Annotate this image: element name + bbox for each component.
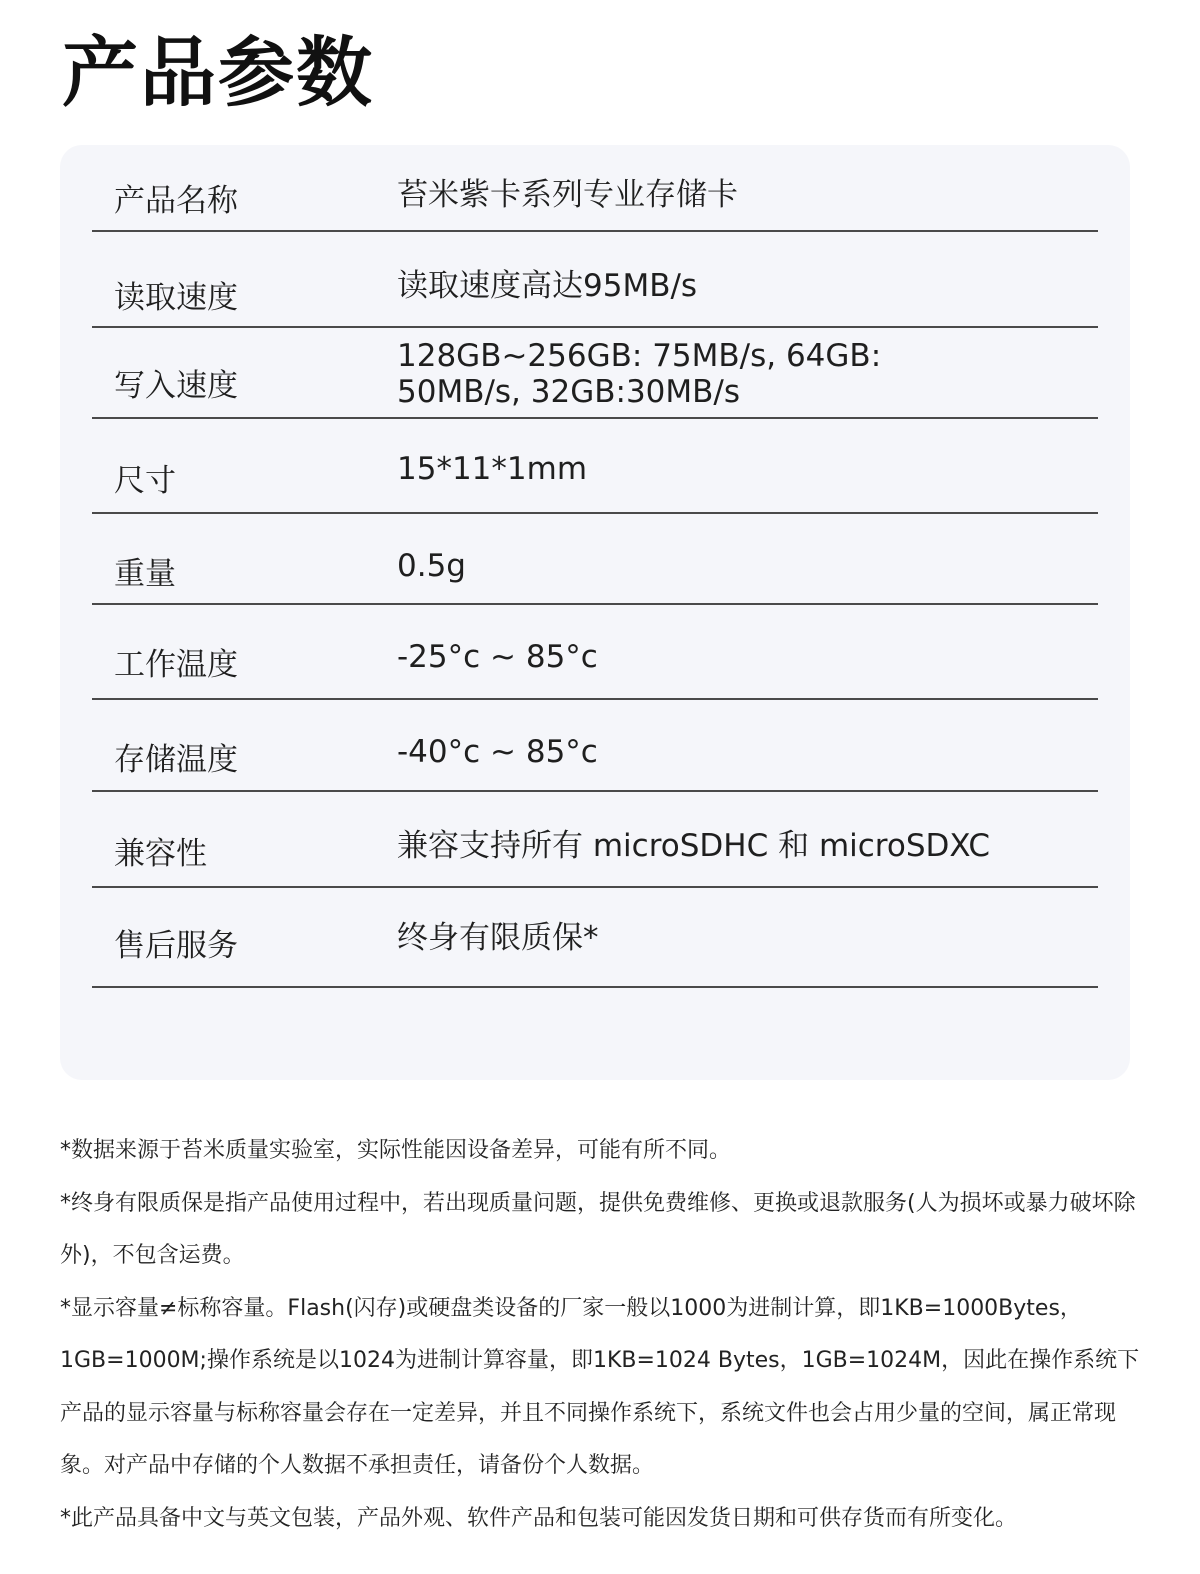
- spec-row-operating-temp: [92, 605, 1098, 700]
- spec-label: 售后服务: [114, 928, 238, 964]
- footnotes: [60, 1125, 1140, 1545]
- spec-value: 兼容支持所有 microSDHC 和 microSDXC: [397, 828, 991, 864]
- spec-value: 读取速度高达95MB/s: [397, 268, 698, 304]
- spec-row-storage-temp: [92, 700, 1098, 792]
- spec-value: 苔米紫卡系列专业存储卡: [397, 177, 738, 213]
- spec-value: 128GB~256GB: 75MB/s, 64GB: 50MB/s, 32GB:30MB/s: [397, 338, 882, 410]
- spec-label: 存储温度: [114, 742, 238, 778]
- spec-value: 15*11*1mm: [397, 451, 588, 487]
- spec-label: 工作温度: [114, 647, 238, 683]
- spec-label: 兼容性: [114, 836, 207, 872]
- spec-table: [60, 145, 1130, 1080]
- spec-label: 产品名称: [114, 183, 238, 219]
- page-title: 产品参数: [62, 28, 374, 117]
- spec-row-after-sales: [92, 888, 1098, 988]
- footnote-data-source: *数据来源于苔米质量实验室，实际性能因设备差异，可能有所不同。: [60, 1138, 732, 1163]
- footnote-capacity: *显示容量≠标称容量。Flash(闪存)或硬盘类设备的厂家一般以1000为进制计算，即1KB=1000Bytes，1GB=1000M;操作系统是以1024为进制计算容量，即1KB=1024 Bytes，1GB=1024M，因此在操作系统下产品的显示容量与标称容量会存在一定差异，并且不同操作系统下，系统文件也会占用少量的空间，属正常现象。对产品中存储的个人数据不承担责任，请备份个人数据。: [60, 1295, 1140, 1478]
- footnote-warranty: *终身有限质保是指产品使用过程中，若出现质量问题，提供免费维修、更换或退款服务(人为损坏或暴力破坏除外)，不包含运费。: [60, 1190, 1136, 1268]
- spec-label: 写入速度: [114, 368, 238, 404]
- footnote-packaging: *此产品具备中文与英文包装，产品外观、软件产品和包装可能因发货日期和可供存货而有所变化。: [60, 1505, 1018, 1531]
- spec-value: 0.5g: [397, 548, 466, 584]
- spec-label: 尺寸: [114, 463, 176, 499]
- spec-label: 读取速度: [114, 280, 238, 316]
- spec-row-write-speed: [92, 328, 1098, 419]
- spec-row-size: [92, 419, 1098, 514]
- spec-value: 终身有限质保*: [397, 920, 599, 956]
- spec-row-name: [92, 145, 1098, 232]
- spec-row-compatibility: [92, 792, 1098, 888]
- spec-row-read-speed: [92, 232, 1098, 328]
- spec-value: -25°c ~ 85°c: [397, 639, 598, 675]
- spec-value: -40°c ~ 85°c: [397, 734, 598, 770]
- spec-row-weight: [92, 514, 1098, 605]
- spec-label: 重量: [114, 556, 176, 592]
